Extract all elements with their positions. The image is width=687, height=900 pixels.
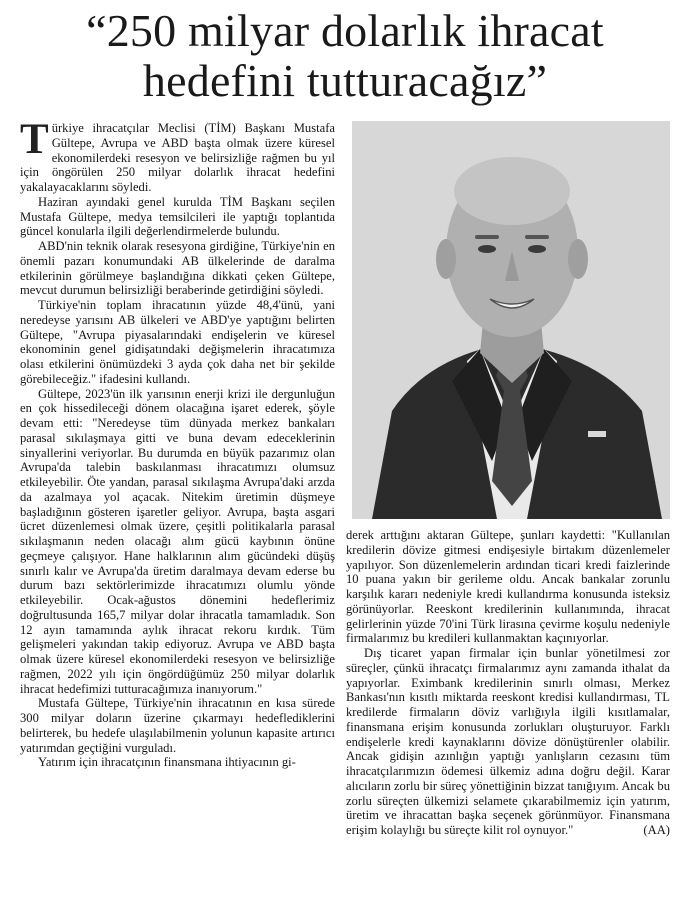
article-column-left	[20, 116, 335, 770]
source-credit: (AA)	[643, 823, 670, 837]
article-column-right	[346, 528, 670, 838]
article-paragraph: Haziran ayındaki genel kurulda TİM Başkanı seçilen Mustafa Gültepe, medya temsilcileri ile yaptığı toplantıda güncel konularla ilgili değerlendirmelerde bulundu.	[20, 194, 335, 239]
article-paragraph	[346, 646, 670, 838]
article-paragraph: Gültepe, 2023'ün ilk yarısının enerji krizi ile dergunluğun en çok hissedileceği dönem olacağına işaret ederek, şöyle devam etti: "Neredeyse tüm dünyada merkez bankaları parasal sıkılaşmaya gitti ve buna devam edeceklerinin sinyallerini veriyorlar. Bu durumda en büyük pazarımız olan Avrupa'da talebin baskılanması ihracatımızı olumsuz etkileyebilir. Öte yandan, parasal sıkılaşma Avrupa'daki arzda da azalmaya yol açacak. Nitekim üretimin düşmeye başladığının gösteren işaretler geliyor. Avrupa, başta asgari ücret düzenlemesi olmak üzere, çeşitli politikalarla parasal sıkılaşmanın neden olacağı alım gücü kaybının önüne geçmeye çalışıyor. Hane halklarının alım gücündeki düşüş sınırlı kalır ve Avrupa'da üretim daralmaya devam ederse bu durum bazı sektörlerimizde ihracatımızı olumlu yönde etkileyebilir. Ocak-ağustos dönemini hedeflerimiz doğrultusunda 165,7 milyar dolar ihracatla tamamladık. Son 12 ayın tamamında aylık ihracat rekoru kırdık. Tüm gelişmeleri yakından takip ediyoruz. Avrupa ve ABD başta olmak üzere küresel ekonomilerdeki resesyon ve belirsizliğe rağmen, 2022 yılı için öngördüğümüz 250 milyar dolarlık ihracat hedefimizi tutturacağımıza inanıyorum."	[20, 386, 335, 696]
article-paragraph: ABD'nin teknik olarak resesyona girdiğine, Türkiye'nin en önemli pazarı konumundaki AB ülkelerinde de daralma etkilerinin görülmeye başlandığına dikkati çeken Gültepe, mevcut durumun belirsizliği beraberinde getirdiğini söyledi.	[20, 239, 335, 298]
article-headline: “250 milyar dolarlık ihracat hedefini tutturacağız”	[86, 5, 604, 106]
article-paragraph: Yatırım için ihracatçının finansmana ihtiyacının gi-	[38, 755, 296, 770]
paragraph-text: Dış ticaret yapan firmalar için bunlar yönetilmesi zor süreçler, çünkü ihracatçı firmalarımız aynı zamanda ithalat da yapıyorlar. Eximbank kredilerinin sınırlı olması, Merkez Bankası'nın kısıtlı miktarda reeskont kredisi kullandırması, TL kredilerde firmaların döviz varlığıyla ilgili kısıtlamalar, finansmana erişim konusunda zorlukları oluşturuyor. Farklı endişelerle kredi kaynaklarını dövize dönüştürenler olabilir. Ancak gidişin azınlığın yaptığı yanlışların cezasını tüm ihracatçılarımızın ödemesi ülkemiz adına doğru değil. Karar alıcıların zorlu bir süreç yönettiğinin bizzat tanığıyım. Ancak bu zorlu süreçten ülkemizi selamete çıkarabilmemiz için yatırım, üretim ve ihracattan başka seçenek görünmüyor. Finansmana erişim kolaylığı bu süreçte kilit rol oynuyor."	[346, 646, 670, 837]
portrait-illustration	[352, 121, 670, 519]
article-paragraph: Türkiye'nin toplam ihracatının yüzde 48,4'ünü, yani neredeyse yarısını AB ülkeleri ve ABD'ye yaptığını belirten Gültepe, "Avrupa piyasalarındaki endişelerin ve küresel ekonominin genel gidişatındaki değişmelerin ihracatımıza olası etkilerini önümüzdeki 3 ayda çok daha net bir şekilde görebileceğiz." ifadesini kullandı.	[20, 298, 335, 386]
article-paragraph: Mustafa Gültepe, Türkiye'nin ihracatının en kısa sürede 300 milyar doların üzerine çıkarmayı hedeflediklerini belirterek, bu hedefe ulaşılabilmenin yolunun kapasite artırıcı yatırımdan geçtiğini vurguladı.	[20, 696, 335, 755]
article-paragraph	[20, 116, 335, 195]
portrait-photo	[352, 121, 670, 519]
article-paragraph: derek arttığını aktaran Gültepe, şunları kaydetti: "Kullanılan kredilerin dövize gitmesi endişesiyle birtakım düzenlemeler yapılıyor. Son düzenlemelerin ardından ticari kredi faizlerinde 10 puana yakın bir gerileme oldu. Ancak bankalar zorunlu karşılık kararı nedeniyle kredi kullandırma konusunda isteksiz görünüyorlar. Reeskont kredilerinin kullanımında, ihracat gelirlerinin yüzde 70'ini Türk lirasına çevirme koşulu nedeniyle firmalarımız bu kredileri kullanmaktan kaçınıyorlar.	[346, 528, 670, 646]
drop-cap: T	[20, 116, 49, 163]
paragraph-text: ürkiye ihracatçılar Meclisi (TİM) Başkanı Mustafa Gültepe, Avrupa ve ABD başta olmak üzere küresel ekonomilerdeki resesyon ve belirsizliğe rağmen bu yıl için öngörülen 250 milyar dolarlık ihracat hedefini yakalayacaklarını söyledi.	[20, 121, 335, 194]
